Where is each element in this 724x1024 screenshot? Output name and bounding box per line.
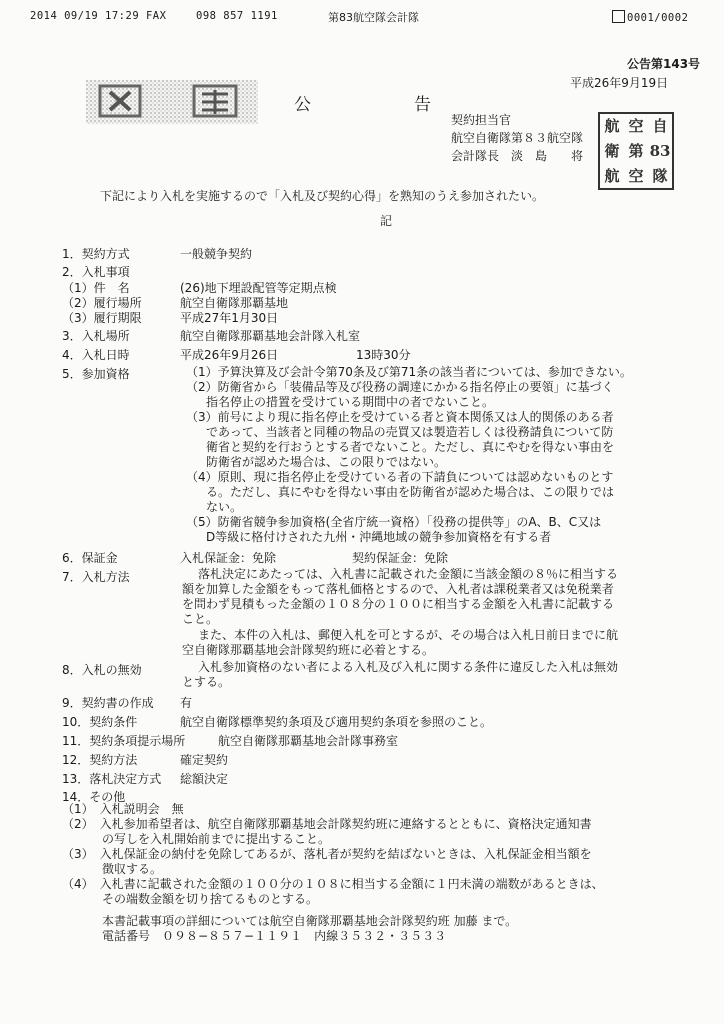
item-5-para-2b: 指名停止の措置を受けている期間中の者でないこと。 bbox=[206, 395, 495, 409]
item-11-value: 航空自衛隊那覇基地会計隊事務室 bbox=[218, 734, 399, 748]
item-5-para-4c: ない。 bbox=[206, 500, 243, 514]
item-10-label: 10．契約条件 bbox=[62, 715, 138, 729]
seal-char: 83 bbox=[649, 142, 671, 160]
seal-char: 空 bbox=[628, 167, 644, 185]
item-14-sub-2a: （2） 入札参加希望者は、航空自衛隊那覇基地会計隊契約班に連絡するとともに、資格決定通知書 bbox=[62, 817, 592, 831]
item-12-label: 12．契約方法 bbox=[62, 753, 138, 767]
item-2-1-value: (26)地下埋設配管等定期点検 bbox=[180, 281, 337, 295]
item-10-value: 航空自衛隊標準契約条項及び適用契約条項を参照のこと。 bbox=[180, 715, 493, 729]
notice-date: 平成26年9月19日 bbox=[570, 76, 669, 90]
item-11-label: 11．契約条項提示場所 bbox=[62, 734, 186, 748]
item-5-para-3d: 防衛省が認めた場合は、この限りではない。 bbox=[206, 455, 447, 469]
item-5-para-5b: D等級に格付けされた九州・沖縄地域の競争参加資格を有する者 bbox=[206, 530, 552, 544]
official-unit: 航空自衛隊第８３航空隊 bbox=[451, 131, 584, 145]
item-2-3-label: （3）履行期限 bbox=[62, 311, 142, 325]
item-1-label: 1．契約方式 bbox=[62, 247, 130, 261]
seal-char: 隊 bbox=[652, 167, 668, 185]
item-4-date: 平成26年9月26日 bbox=[180, 348, 279, 362]
official-title: 契約担当官 bbox=[451, 113, 512, 127]
item-6-label: 6．保証金 bbox=[62, 551, 118, 565]
item-5-para-1: （1）予算決算及び会計令第70条及び第71条の該当者については、参加できない。 bbox=[186, 365, 632, 379]
seal-char: 衛 bbox=[604, 142, 620, 160]
item-7-line-3: を問わず見積もった金額の１０８分の１００に相当する金額を入札書に記載する bbox=[182, 597, 615, 611]
item-1-value: 一般競争契約 bbox=[180, 247, 253, 261]
title-char-1: 公 bbox=[294, 95, 311, 115]
contact-line: 本書記載事項の詳細については航空自衛隊那覇基地会計隊契約班 加藤 まで。 bbox=[102, 914, 518, 928]
item-12-value: 確定契約 bbox=[180, 753, 229, 767]
item-7-line-4: こと。 bbox=[182, 612, 219, 626]
item-9-value: 有 bbox=[180, 696, 193, 710]
item-5-label: 5．参加資格 bbox=[62, 367, 130, 381]
item-5-para-3b: であって、当該者と同種の物品の売買又は製造若しくは役務請負について防 bbox=[206, 425, 614, 439]
item-5-para-2a: （2）防衛省から「装備品等及び役務の調達にかかる指名停止の要領」に基づく bbox=[186, 380, 614, 394]
item-2-2-label: （2）履行場所 bbox=[62, 296, 142, 310]
item-7-line-6: 空自衛隊那覇基地会計隊契約班に必着とする。 bbox=[182, 643, 435, 657]
item-5-para-3a: （3）前号により現に指名停止を受けている者と資本関係又は人的関係のある者 bbox=[186, 410, 614, 424]
item-6-contract-deposit: 契約保証金：免除 bbox=[352, 551, 449, 565]
item-7-label: 7．入札方法 bbox=[62, 570, 130, 584]
fax-sender: 第83航空隊会計隊 bbox=[328, 11, 419, 24]
item-14-label: 14．その他 bbox=[62, 790, 126, 804]
item-14-sub-3a: （3） 入札保証金の納付を免除してあるが、落札者が契約を結ばないときは、入札保証金相当額を bbox=[62, 847, 592, 861]
item-5-para-5a: （5）防衛省競争参加資格(全省庁統一資格）「役務の提供等」のA、B、C又は bbox=[186, 515, 602, 529]
item-8-line-1: 入札参加資格のない者による入札及び入札に関する条件に違反した入札は無効 bbox=[198, 660, 619, 674]
item-5-para-4a: （4）原則、現に指名停止を受けている者の下請負については認めないものとす bbox=[186, 470, 614, 484]
seal-char: 第 bbox=[628, 142, 644, 160]
item-14-sub-3b: 徴収する。 bbox=[102, 862, 163, 876]
seal-char: 航 bbox=[604, 167, 620, 185]
notice-number: 公告第143号 bbox=[627, 57, 701, 71]
item-13-label: 13．落札決定方式 bbox=[62, 772, 162, 786]
intro-text: 下記により入札を実施するので「入札及び契約心得」を熟知のうえ参加されたい。 bbox=[100, 189, 545, 203]
item-7-line-2: 額を加算した金額をもって落札価格とするので、入札者は課税業者又は免税業者 bbox=[182, 582, 614, 596]
ki-heading: 記 bbox=[380, 214, 393, 228]
title-char-2: 告 bbox=[414, 95, 431, 115]
item-14-sub-4b: その端数金額を切り捨てるものとする。 bbox=[102, 892, 319, 906]
item-3-value: 航空自衛隊那覇基地会計隊入札室 bbox=[180, 329, 361, 343]
item-7-line-5: また、本件の入札は、郵便入札を可とするが、その場合は入札日前日までに航 bbox=[198, 628, 619, 642]
item-2-label: 2．入札事項 bbox=[62, 265, 130, 279]
item-5-para-4b: る。ただし、真にやむを得ない事由を防衛省が認めた場合は、この限りでは bbox=[206, 485, 615, 499]
item-5-para-3c: 衛省と契約を行おうとする者でないこと。ただし、真にやむを得ない事由を bbox=[206, 440, 615, 454]
item-6-bid-deposit: 入札保証金：免除 bbox=[180, 551, 277, 565]
phone-line: 電話番号 ０９８−８５７−１１９１ 内線３５３２・３５３３ bbox=[102, 929, 447, 943]
item-2-3-value: 平成27年1月30日 bbox=[180, 311, 279, 325]
item-4-time: 13時30分 bbox=[356, 348, 411, 362]
item-14-sub-4a: （4） 入札書に記載された金額の１００分の１０８に相当する金額に１円未満の端数があるときは、 bbox=[62, 877, 604, 891]
item-4-label: 4．入札日時 bbox=[62, 348, 130, 362]
official-seal bbox=[598, 112, 674, 190]
item-14-sub-2b: の写しを入札開始前までに提出すること。 bbox=[102, 832, 331, 846]
fax-datetime: 2014 09/19 17:29 FAX bbox=[30, 10, 167, 22]
seal-char: 自 bbox=[652, 117, 668, 135]
fax-number: 098 857 1191 bbox=[196, 10, 278, 22]
seal-char: 空 bbox=[628, 117, 644, 135]
fax-page-icon bbox=[612, 10, 625, 23]
item-8-line-2: とする。 bbox=[182, 675, 231, 689]
smudged-stamp-graphic bbox=[86, 72, 258, 128]
item-7-line-1: 落札決定にあたっては、入札書に記載された金額に当該金額の８％に相当する bbox=[198, 567, 619, 581]
item-9-label: 9．契約書の作成 bbox=[62, 696, 154, 710]
item-2-1-label: （1）件 名 bbox=[62, 281, 130, 295]
seal-char: 航 bbox=[604, 117, 620, 135]
item-14-sub-1: （1） 入札説明会 無 bbox=[62, 802, 184, 816]
item-3-label: 3．入札場所 bbox=[62, 329, 130, 343]
item-2-2-value: 航空自衛隊那覇基地 bbox=[180, 296, 289, 310]
fax-page: 0001/0002 bbox=[612, 10, 688, 24]
official-name: 会計隊長 淡 島 将 bbox=[451, 149, 584, 163]
item-13-value: 総額決定 bbox=[180, 772, 229, 786]
item-8-label: 8．入札の無効 bbox=[62, 663, 142, 677]
